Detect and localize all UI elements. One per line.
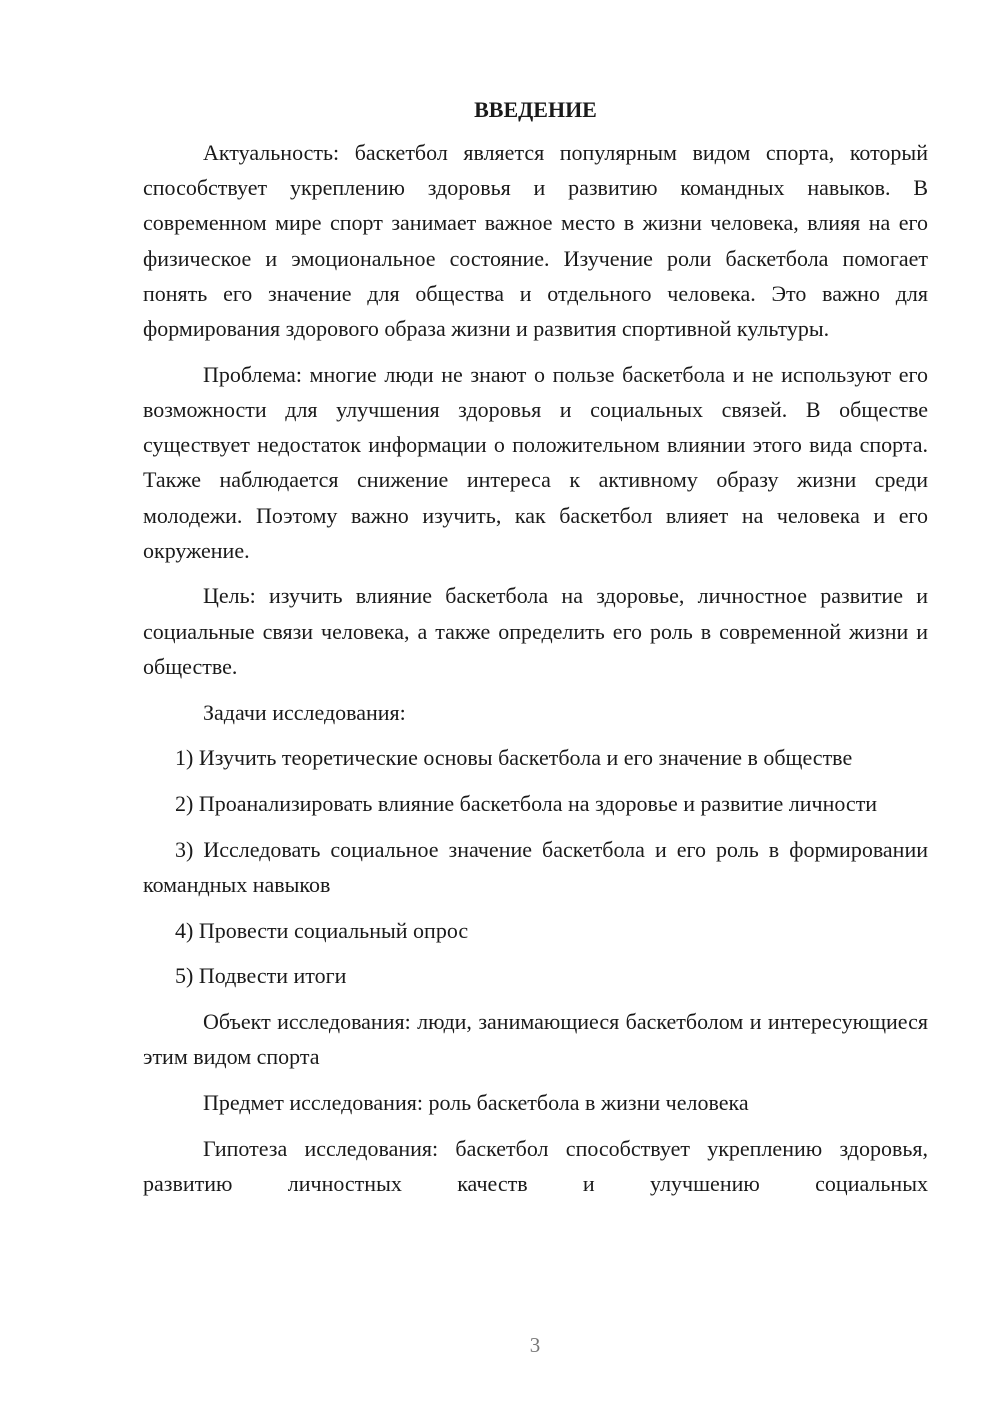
task-item: 2) Проанализировать влияние баскетбола на здоровье и развитие личности [175, 790, 878, 816]
task-item: 4) Провести социальный опрос [175, 917, 469, 943]
task-item: 1) Изучить теоретические основы баскетбола и его значение в обществе [175, 745, 853, 771]
task-item: 3) Исследовать социальное значение баскетбола и его роль в формировании командных навыков [143, 836, 928, 897]
paragraph-subject: Предмет исследования: роль баскетбола в жизни человека [203, 1089, 749, 1115]
paragraph-object: Объект исследования: люди, занимающиеся баскетболом и интересующиеся этим видом спорта [143, 1008, 928, 1070]
paragraph-hypothesis: Гипотеза исследования: баскетбол способствует укреплению здоровья, развитию личностных качеств и улучшению социальных [143, 1135, 928, 1196]
paragraph-relevance: Актуальность: баскетбол является популярным видом спорта, который способствует укреплению здоровья и развитию командных навыков. В современном мире спорт занимает важное место в жизни человека, влияя на его физическое и эмоциональное состояние. Изучение роли баскетбола помогает понять его значение для общества и отдельного человека. Это важно для формирования здорового образа жизни и развития спортивной культуры. [143, 140, 928, 342]
page-number: 3 [529, 1333, 541, 1357]
tasks-heading: Задачи исследования: [203, 699, 406, 725]
paragraph-goal: Цель: изучить влияние баскетбола на здоровье, личностное развитие и социальные связи человека, а также определить его роль в современной жизни и обществе. [143, 583, 928, 679]
section-title: ВВЕДЕНИЕ [474, 97, 597, 122]
document-page [143, 92, 928, 1211]
task-item: 5) Подвести итоги [175, 963, 347, 989]
paragraph-problem: Проблема: многие люди не знают о пользе баскетбола и не используют его возможности для улучшения здоровья и социальных связей. В обществе существует недостаток информации о положительном влиянии этого вида спорта. Также наблюдается снижение интереса к активному образу жизни среди молодежи. Поэтому важно изучить, как баскетбол влияет на человека и его окружение. [143, 361, 928, 563]
